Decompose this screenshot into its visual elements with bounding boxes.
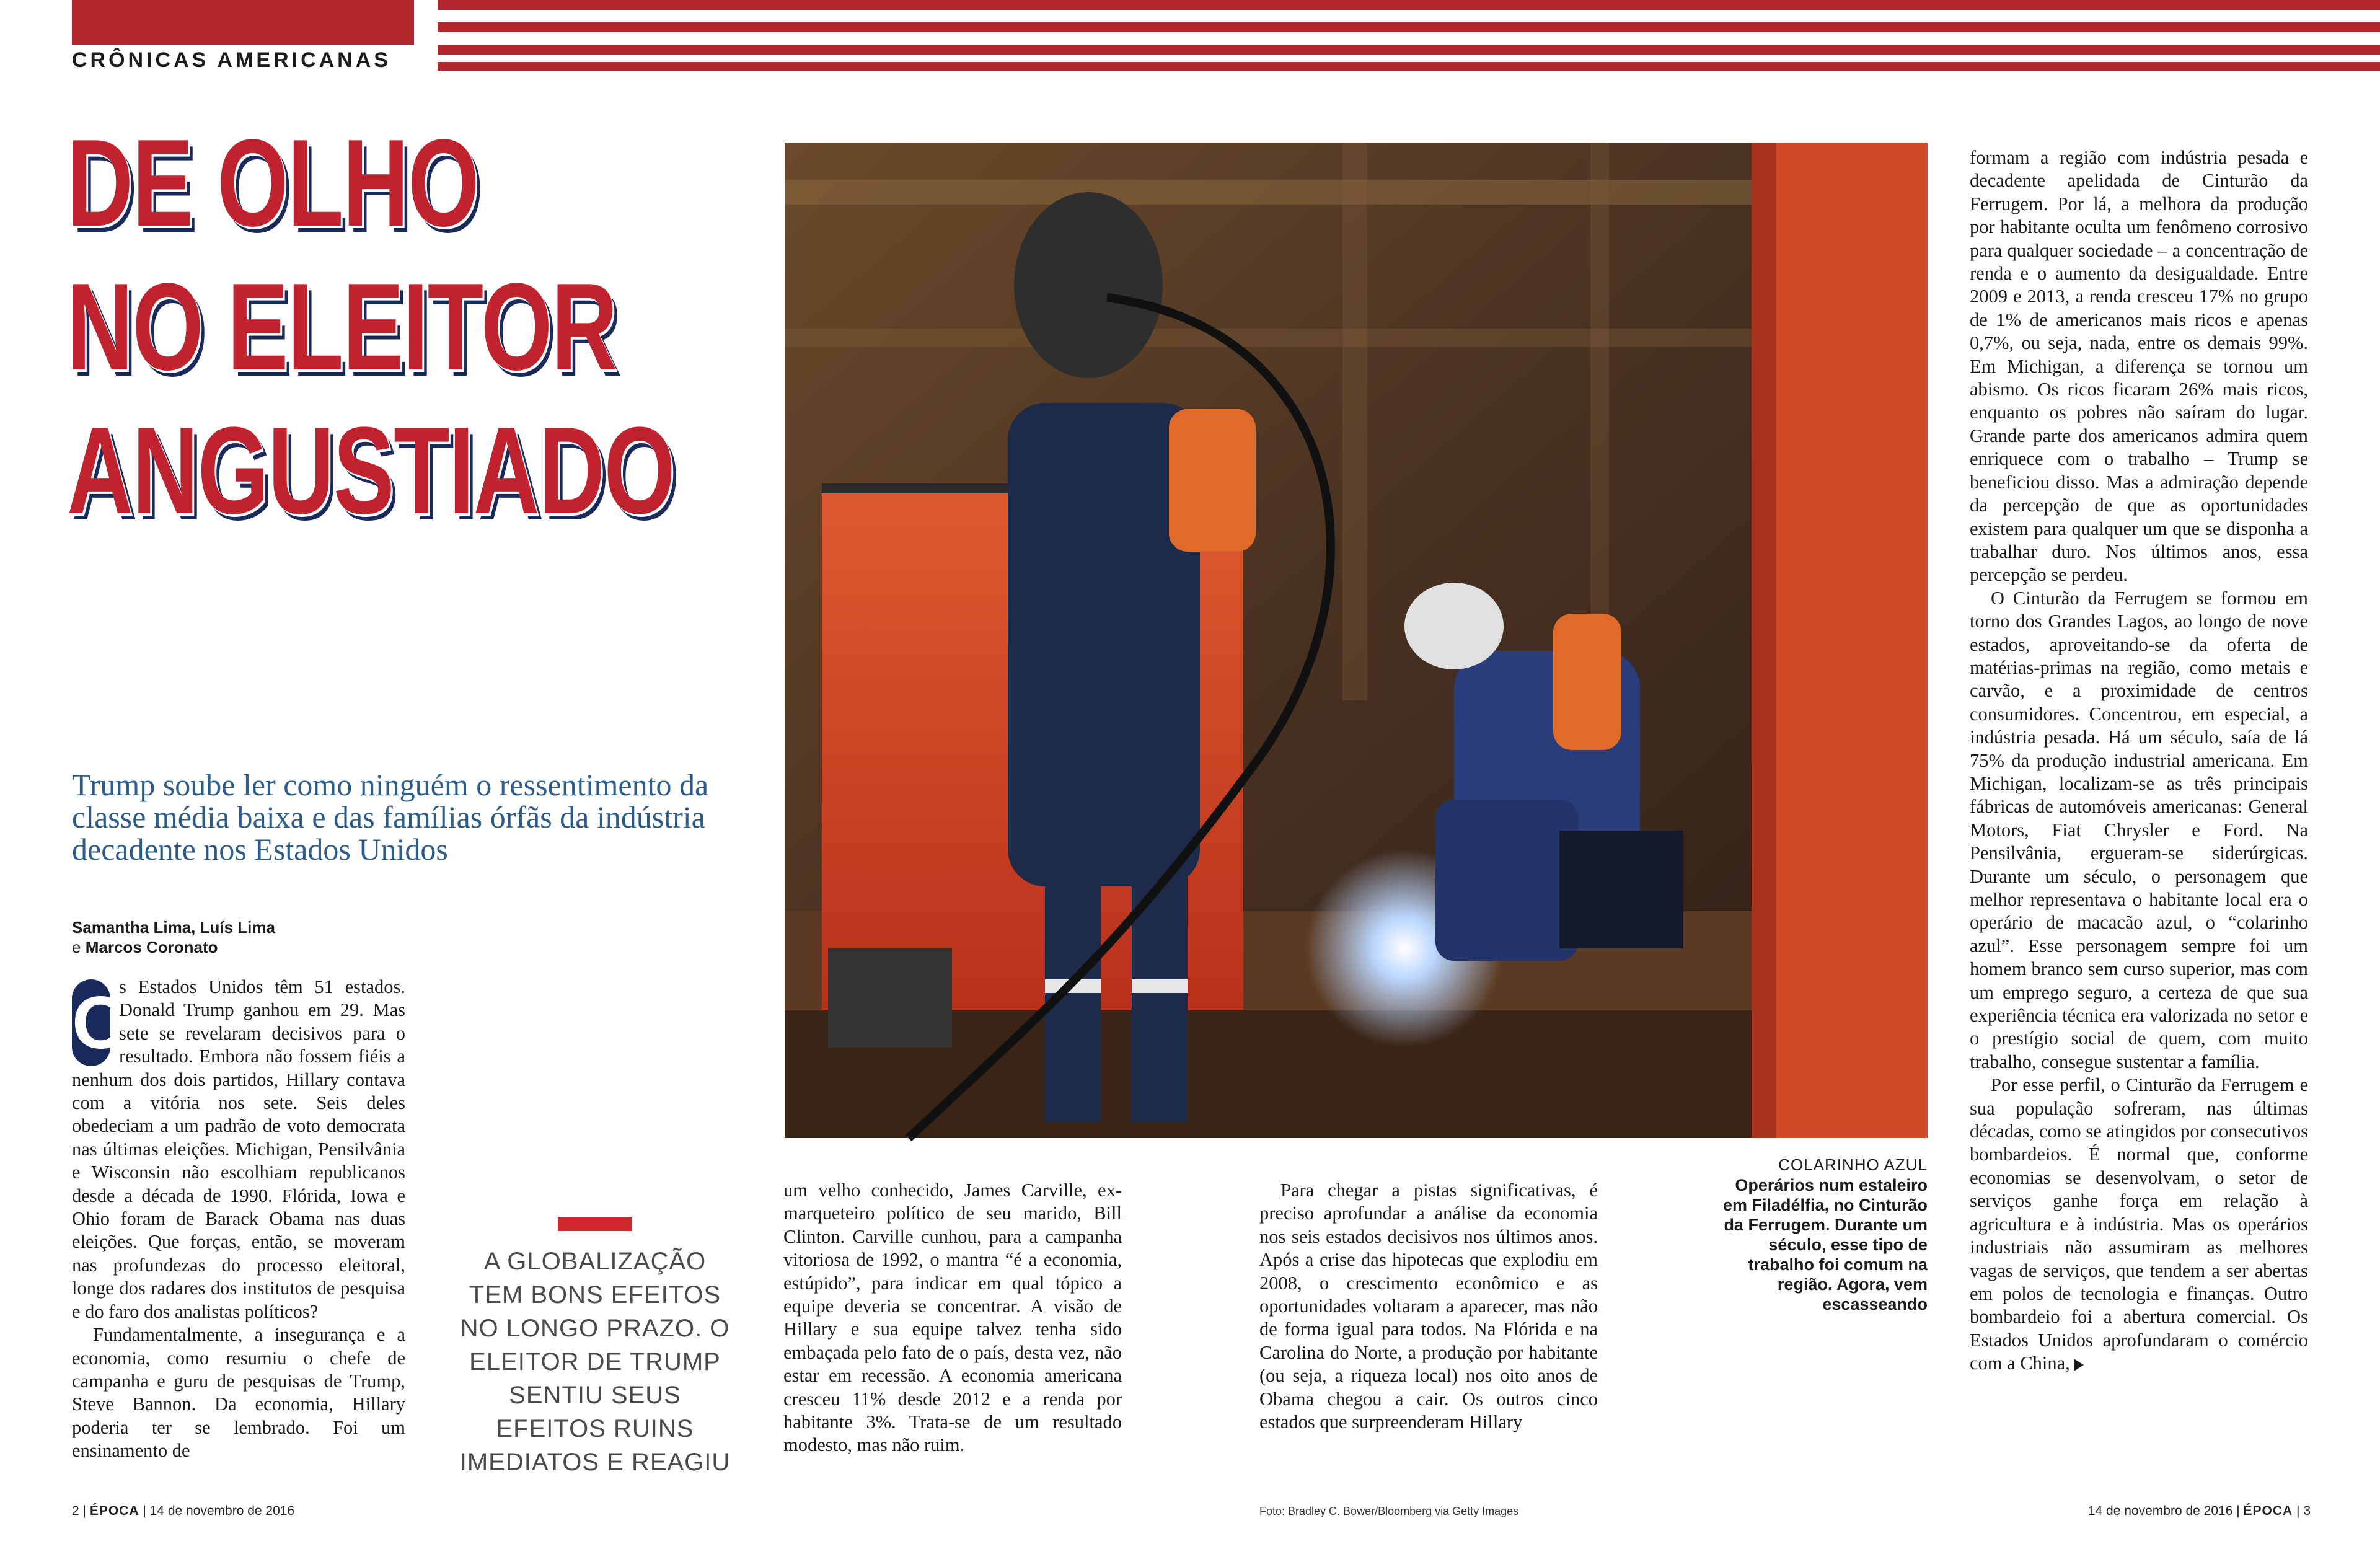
body-column-4 <box>1970 146 2308 1375</box>
headline-line: DE OLHO <box>67 114 478 252</box>
photo-credit: Foto: Bradley C. Bower/Bloomberg via Getty Images <box>1259 1505 1519 1517</box>
byline-authors-2 <box>72 937 630 957</box>
caption-text: Operários num estaleiro em Filadélfia, no Cinturão da Ferrugem. Durante um século, esse tipo de trabalho foi comum na região. Agora, vem escasseando <box>1722 1176 1928 1313</box>
body-paragraph: Para chegar a pistas significativas, é preciso aprofundar a análise da economia nos seis estados decisivos nos últimos anos. Após a crise das hipotecas que explodiu em 2008, o crescimento econômico e as oportunidades voltaram a aparecer, mas não de forma igual para todos. Na Flórida e na Carolina do Norte, a produção por habitante (ou seja, a riqueza local) nos oito anos de Obama chegou a cair. Os outros cinco estados que surpreenderam Hillary <box>1259 1180 1598 1433</box>
byline-author: Marcos Coronato <box>85 938 218 956</box>
body-paragraph: O Cinturão da Ferrugem se formou em torno dos Grandes Lagos, ao longo de nove estados, aproveitando-se da oferta de matérias-primas na região, como metais e carvão, e a proximidade de centros consumidores. Concentrou, em especial, a indústria pesada. Há um século, saía de lá 75% da produção industrial americana. Em Michigan, localizam-se as três principais fábricas de automóveis americanas: General Motors, Fiat Chrysler e Ford. Na Pensilvânia, ergueram-se siderúrgicas. Durante um século, o personagem que melhor representava o habitante local era o operário de macacão azul, o “colarinho azul”. Esse personagem sempre foi um homem branco sem curso superior, mas com um emprego seguro, a certeza de que sua experiência técnica era valorizada no setor e o prestígio social de quem, com muito trabalho, consegue sustentar a família. <box>1970 587 2308 1072</box>
byline-authors: Samantha Lima, Luís Lima <box>72 918 275 937</box>
continue-arrow-icon <box>2074 1359 2084 1371</box>
body-paragraph <box>72 976 405 1323</box>
byline <box>72 917 630 957</box>
header-stripe <box>438 45 2380 55</box>
section-label: CRÔNICAS AMERICANAS <box>72 48 391 72</box>
issue-date: 14 de novembro de 2016 <box>149 1504 295 1518</box>
folio-left: 2 | ÉPOCA | 14 de novembro de 2016 <box>72 1504 295 1518</box>
body-column-1 <box>72 976 405 1463</box>
issue-date: 14 de novembro de 2016 <box>2087 1504 2233 1518</box>
header-stripe <box>438 22 2380 32</box>
drop-cap: O <box>72 979 110 1066</box>
header-stripe <box>438 62 2380 71</box>
headline-line: NO ELEITOR <box>67 258 617 396</box>
paragraph-text: Por esse perfil, o Cinturão da Ferrugem e sua população sofreram, nas últimas décadas, como se atingidos por consecutivos bombardeios. É normal que, conforme economias se desenvolvam, o setor de serviços ganhe força em relação à agricultura e à indústria. Mas os operários industriais não assumiram as melhores vagas de serviços, que tendem a ser abertas em polos de tecnologia e finanças. Outro bombardeio foi a abertura comercial. Os Estados Unidos aprofundaram o comércio com a China, <box>1970 1074 2308 1374</box>
byline-conjunction: e <box>72 938 81 956</box>
body-column-2 <box>783 1179 1122 1457</box>
headline-line: ANGUSTIADO <box>67 402 675 540</box>
caption-title: COLARINHO AZUL <box>1778 1155 1928 1174</box>
magazine-name: ÉPOCA <box>2243 1504 2293 1518</box>
body-paragraph <box>1970 1074 2308 1375</box>
welders-photo <box>785 143 1928 1138</box>
section-color-block <box>72 0 414 45</box>
magazine-name: ÉPOCA <box>89 1504 139 1518</box>
body-paragraph: formam a região com indústria pesada e decadente apelidada de Cinturão da Ferrugem. Por lá, a melhora da produção por habitante oculta um fenômeno corrosivo para qualquer sociedade – a concentração de renda e o aumento da desigualdade. Entre 2009 e 2013, a renda cresceu 17% no grupo de 1% de americanos mais ricos e apenas 0,7%, ou seja, nada, entre os demais 99%. Em Michigan, a diferença se tornou um abismo. Os ricos ficaram 26% mais ricos, enquanto os pobres não saíram do lugar. Grande parte dos americanos admira quem enriquece com o trabalho – Trump se beneficiou disso. Mas a admiração depende da percepção de que as oportunidades existem para qualquer um que se disponha a trabalhar duro. Nos últimos anos, essa percepção se perdeu. <box>1970 147 2308 586</box>
body-column-3 <box>1259 1179 1598 1434</box>
body-paragraph: um velho conhecido, James Carville, ex-marqueteiro político de seu marido, Bill Clinton. Carville cunhou, para a campanha vitoriosa de 1992, o mantra “é a economia, estúpido”, para indicar em qual tópico a equipe deveria se concentrar. A visão de Hillary e sua equipe talvez tenha sido embaçada pelo fato de o país, desta vez, não estar em recessão. A economia americana cresceu 11% desde 2012 e a renda por habitante 3%. Trata-se de um resultado modesto, mas não ruim. <box>783 1180 1122 1456</box>
body-paragraph: Fundamentalmente, a insegurança e a economia, como resumiu o chefe de campanha e guru de pesquisas de Trump, Steve Bannon. Da economia, Hillary poderia ter se lembrado. Foi um ensinamento de <box>72 1324 405 1462</box>
folio-right: 14 de novembro de 2016 | ÉPOCA | 3 <box>2087 1504 2311 1518</box>
header-stripe <box>438 0 2380 10</box>
deck: Trump soube ler como ninguém o ressentimento da classe média baixa e das famílias órfãs da indústria decadente nos Estados Unidos <box>72 767 709 867</box>
pullquote-bar <box>558 1217 632 1231</box>
headline <box>67 112 675 543</box>
page-number: 2 <box>72 1504 79 1518</box>
paragraph-text: s Estados Unidos têm 51 estados. Donald Trump ganhou em 29. Mas sete se revelaram decisivos para o resultado. Embora não fossem fiéis a nenhum dos dois partidos, Hillary contava com a vitória nos sete. Seis deles obedeciam a um padrão de voto democrata nas últimas eleições. Michigan, Pensilvânia e Wisconsin não escolhiam republicanos desde a década de 1990. Flórida, Iowa e Ohio foram de Barack Obama nas duas eleições. Que forças, então, se moveram nas profundezas do processo eleitoral, longe dos radares dos institutos de pesquisa e do faro dos analistas políticos? <box>72 976 405 1322</box>
page-number: 3 <box>2303 1504 2311 1518</box>
pullquote: A GLOBALIZAÇÃO TEM BONS EFEITOS NO LONGO PRAZO. O ELEITOR DE TRUMP SENTIU SEUS EFEITOS RUINS IMEDIATOS E REAGIU <box>459 1248 731 1476</box>
